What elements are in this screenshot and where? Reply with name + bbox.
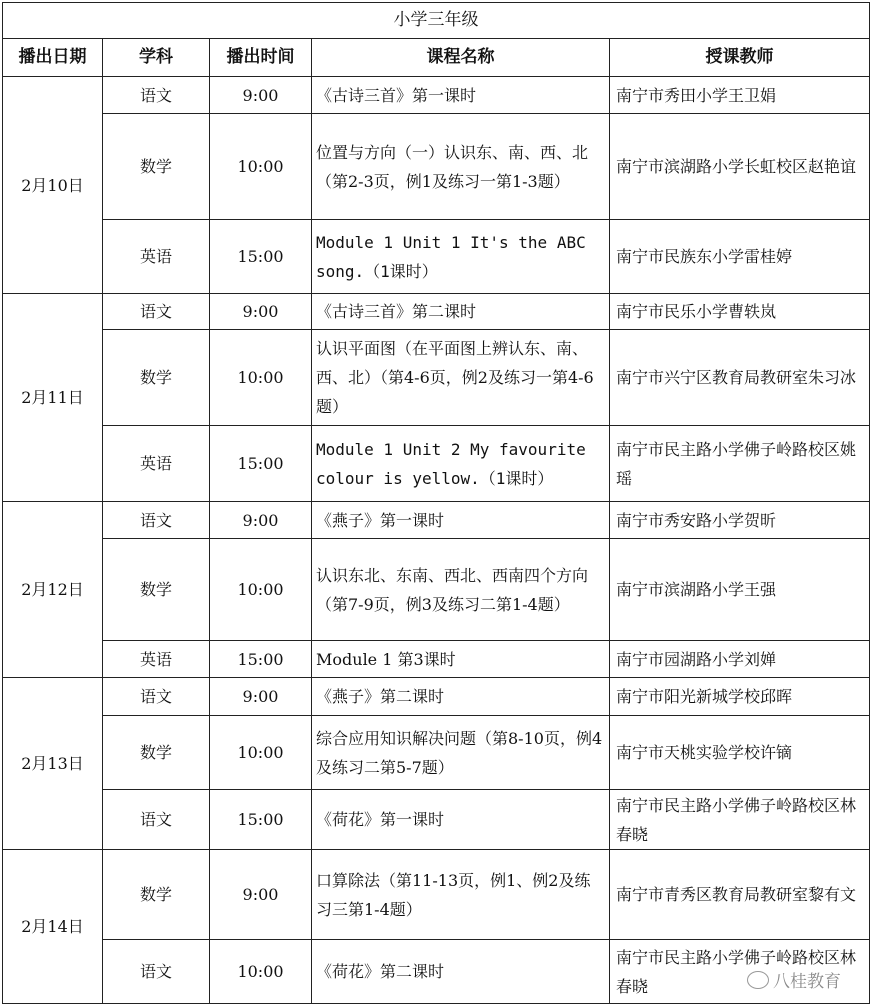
subject-cell: 语文: [103, 678, 210, 716]
time-cell: 10:00: [210, 539, 312, 641]
course-cell: 《燕子》第二课时: [312, 678, 610, 716]
subject-cell: 数学: [103, 716, 210, 790]
teacher-cell: 南宁市滨湖路小学王强: [610, 539, 870, 641]
subject-cell: 数学: [103, 539, 210, 641]
teacher-cell: 南宁市民主路小学佛子岭路校区林春晓: [610, 940, 870, 1004]
subject-cell: 数学: [103, 850, 210, 940]
teacher-cell: 南宁市天桃实验学校许镝: [610, 716, 870, 790]
table-row: [3, 940, 870, 1004]
course-cell: Module 1 第3课时: [312, 641, 610, 678]
subject-cell: 语文: [103, 790, 210, 850]
subject-cell: 语文: [103, 77, 210, 114]
table-row: [3, 220, 870, 294]
teacher-cell: 南宁市兴宁区教育局教研室朱习冰: [610, 330, 870, 426]
teacher-cell: 南宁市民主路小学佛子岭路校区林春晓: [610, 790, 870, 850]
time-cell: 10:00: [210, 330, 312, 426]
course-cell: 认识东北、东南、西北、西南四个方向（第7-9页，例3及练习二第1-4题）: [312, 539, 610, 641]
course-cell: Module 1 Unit 1 It's the ABC song.（1课时）: [312, 220, 610, 294]
wechat-icon: [747, 971, 769, 989]
schedule-table: [2, 2, 870, 1004]
subject-cell: 英语: [103, 220, 210, 294]
time-cell: 9:00: [210, 294, 312, 330]
watermark-text: 八桂教育: [773, 972, 841, 992]
course-cell: 综合应用知识解决问题（第8-10页，例4及练习二第5-7题）: [312, 716, 610, 790]
date-cell: 2月14日: [3, 850, 103, 1004]
date-cell: 2月13日: [3, 678, 103, 850]
header-subject: 学科: [103, 39, 210, 77]
course-cell: 《燕子》第一课时: [312, 502, 610, 539]
time-cell: 9:00: [210, 77, 312, 114]
course-cell: 《古诗三首》第一课时: [312, 77, 610, 114]
subject-cell: 数学: [103, 114, 210, 220]
table-row: [3, 850, 870, 940]
date-cell: 2月10日: [3, 77, 103, 294]
time-cell: 10:00: [210, 114, 312, 220]
table-row: [3, 294, 870, 330]
teacher-cell: 南宁市民乐小学曹轶岚: [610, 294, 870, 330]
table-row: [3, 114, 870, 220]
time-cell: 9:00: [210, 678, 312, 716]
table-row: [3, 716, 870, 790]
teacher-cell: 南宁市滨湖路小学长虹校区赵艳谊: [610, 114, 870, 220]
date-cell: 2月12日: [3, 502, 103, 678]
course-cell: 《荷花》第二课时: [312, 940, 610, 1004]
time-cell: 15:00: [210, 641, 312, 678]
header-teacher: 授课教师: [610, 39, 870, 77]
table-row: [3, 678, 870, 716]
teacher-cell: 南宁市青秀区教育局教研室黎有文: [610, 850, 870, 940]
time-cell: 9:00: [210, 850, 312, 940]
course-cell: 《荷花》第一课时: [312, 790, 610, 850]
subject-cell: 语文: [103, 502, 210, 539]
table-row: [3, 790, 870, 850]
time-cell: 10:00: [210, 940, 312, 1004]
table-row: [3, 502, 870, 539]
time-cell: 9:00: [210, 502, 312, 539]
teacher-cell: 南宁市民主路小学佛子岭路校区姚瑶: [610, 426, 870, 502]
subject-cell: 英语: [103, 426, 210, 502]
date-cell: 2月11日: [3, 294, 103, 502]
course-cell: 认识平面图（在平面图上辨认东、南、西、北）（第4-6页，例2及练习一第4-6题）: [312, 330, 610, 426]
teacher-cell: 南宁市园湖路小学刘婵: [610, 641, 870, 678]
header-date: 播出日期: [3, 39, 103, 77]
subject-cell: 语文: [103, 294, 210, 330]
table-row: [3, 77, 870, 114]
table-row: [3, 641, 870, 678]
course-cell: Module 1 Unit 2 My favourite colour is yellow.（1课时）: [312, 426, 610, 502]
course-cell: 位置与方向（一）认识东、南、西、北（第2-3页，例1及练习一第1-3题）: [312, 114, 610, 220]
header-course: 课程名称: [312, 39, 610, 77]
teacher-cell: 南宁市民族东小学雷桂婷: [610, 220, 870, 294]
time-cell: 15:00: [210, 220, 312, 294]
time-cell: 15:00: [210, 426, 312, 502]
header-time: 播出时间: [210, 39, 312, 77]
subject-cell: 数学: [103, 330, 210, 426]
table-title: 小学三年级: [3, 3, 870, 39]
teacher-cell: 南宁市秀安路小学贺昕: [610, 502, 870, 539]
course-cell: 《古诗三首》第二课时: [312, 294, 610, 330]
watermark: [747, 967, 841, 992]
subject-cell: 英语: [103, 641, 210, 678]
course-cell: 口算除法（第11-13页，例1、例2及练习三第1-4题）: [312, 850, 610, 940]
teacher-cell: 南宁市秀田小学王卫娟: [610, 77, 870, 114]
table-row: [3, 539, 870, 641]
time-cell: 15:00: [210, 790, 312, 850]
table-row: [3, 330, 870, 426]
subject-cell: 语文: [103, 940, 210, 1004]
time-cell: 10:00: [210, 716, 312, 790]
teacher-cell: 南宁市阳光新城学校邱晖: [610, 678, 870, 716]
table-row: [3, 426, 870, 502]
